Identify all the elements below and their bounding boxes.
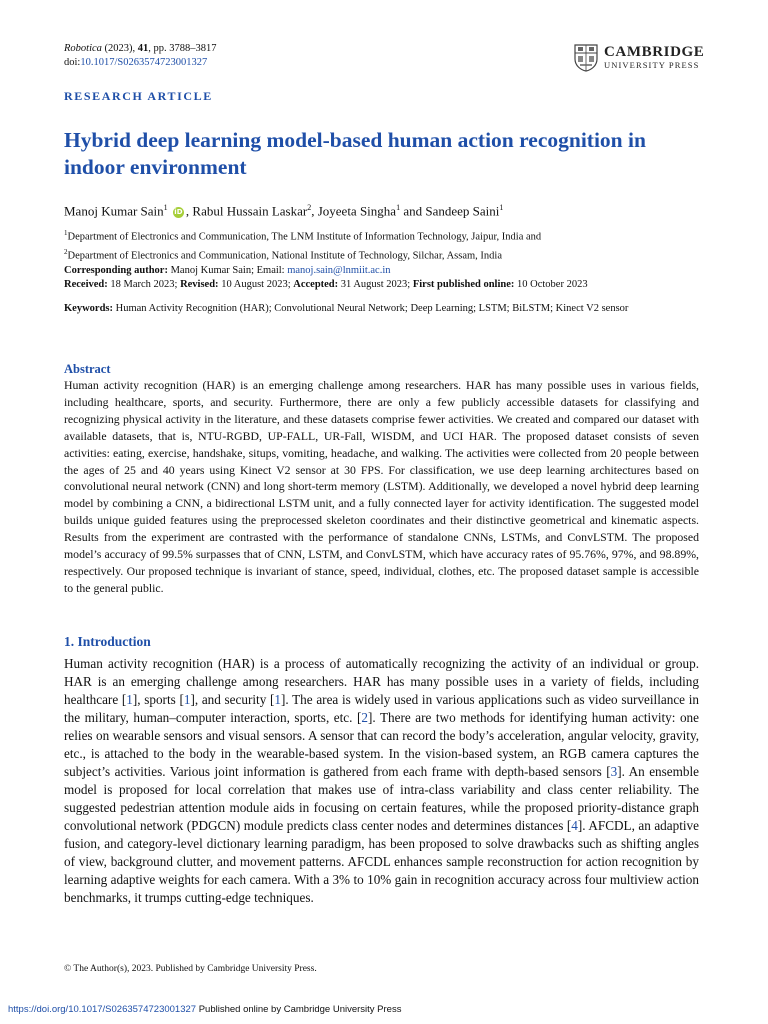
citation-link[interactable]: 3 — [610, 764, 618, 779]
introduction-paragraph — [64, 655, 699, 907]
journal-year: (2023), — [101, 43, 138, 54]
corresponding-text: Manoj Kumar Sain; Email: — [167, 265, 288, 276]
affiliation-marker: 1 — [64, 229, 68, 237]
body-text: Human activity recognition (HAR) is a process of automatically recognizing the activity of an individual or group. HAR is an emerging challenge among researchers. HAR has many possible uses in a variety of fields, including healthcare [ — [64, 656, 699, 707]
email-link[interactable]: manoj.sain@lnmiit.ac.in — [287, 265, 391, 276]
body-text: ], and security [ — [190, 692, 275, 707]
corresponding-label: Corresponding author: — [64, 265, 168, 276]
copyright-notice: © The Author(s), 2023. Published by Cambridge University Press. — [64, 964, 317, 974]
body-text: ]. An ensemble model is proposed for local correlation that makes use of intra-class variability and class center reliability. The suggested pedestrian attention module aids in focusing on certain features, while the proposed priority-distance graph convolutional network (PDGCN) module predicts class center nodes and determines distances [ — [64, 764, 699, 833]
accepted-label: Accepted: — [293, 279, 339, 290]
section-heading-introduction: 1. Introduction — [64, 634, 151, 649]
journal-citation — [64, 42, 217, 70]
author-list — [64, 199, 503, 220]
citation-link[interactable]: 1 — [274, 692, 281, 707]
citation-link[interactable]: 4 — [571, 818, 578, 833]
keywords-text: Human Activity Recognition (HAR); Convolutional Neural Network; Deep Learning; LSTM; BiLSTM; Kinect V2 sensor — [113, 303, 629, 314]
journal-pages: , pp. 3788–3817 — [148, 43, 217, 54]
affiliation-marker: 1 — [499, 203, 504, 212]
body-text: ]. AFCDL, an adaptive fusion, and category-level dictionary learning paradigm, has been proposed to solve drawbacks such as shifting angles of view, background clutter, and movement patterns. AFCDL enhances sample reconstruction for action recognition by learning adaptive weights for each camera. With a 3% to 10% gain in recognition accuracy across four multiview action benchmarks, it trumps cutting-edge techniques. — [64, 818, 699, 905]
accepted-date: 31 August 2023; — [338, 279, 413, 290]
author-name: , Joyeeta Singha — [311, 203, 397, 219]
revised-date: 10 August 2023; — [218, 279, 294, 290]
affiliation-marker: 2 — [307, 203, 312, 212]
doi-prefix: doi: — [64, 57, 81, 68]
author-name: , Rabul Hussain Laskar — [185, 203, 308, 219]
article-type: RESEARCH ARTICLE — [64, 89, 213, 103]
citation-link[interactable]: 1 — [126, 692, 133, 707]
orcid-icon[interactable]: iD — [174, 208, 183, 217]
doi-link[interactable]: 10.1017/S0263574723001327 — [80, 57, 208, 68]
affiliations — [64, 226, 541, 279]
journal-name: Robotica — [64, 43, 102, 54]
received-date: 18 March 2023; — [107, 279, 181, 290]
journal-volume: 41 — [137, 43, 149, 54]
citation-link[interactable]: 2 — [361, 710, 368, 725]
page-footer — [8, 1004, 401, 1015]
publisher-name: CAMBRIDGE — [604, 44, 705, 60]
affiliation-1 — [64, 226, 541, 245]
body-text: ]. The area is widely used in various applications such as video surveillance in the military, human–computer interaction, sports, etc. [ — [64, 692, 699, 725]
affiliation-text: Department of Electronics and Communication, The LNM Institute of Information Technology, Jaipur, India and — [67, 231, 542, 243]
publisher-subname: UNIVERSITY PRESS — [604, 60, 700, 70]
keywords-label: Keywords: — [64, 303, 113, 314]
citation-link[interactable]: 1 — [183, 692, 191, 707]
affiliation-text: Department of Electronics and Communication, National Institute of Technology, Silchar, Assam, India — [67, 250, 502, 262]
publisher-logo — [574, 44, 704, 72]
abstract-heading: Abstract — [64, 362, 111, 376]
affiliation-marker: 1 — [396, 203, 401, 212]
body-text: ], sports [ — [132, 692, 184, 707]
affiliation-2 — [64, 245, 541, 264]
author-name: and Sandeep Saini — [400, 203, 500, 219]
published-label: First published online: — [412, 279, 515, 290]
footer-text: Published online by Cambridge University Press — [196, 1004, 402, 1015]
affiliation-marker: 1 — [163, 203, 168, 212]
cambridge-shield-icon — [574, 44, 598, 72]
article-title: Hybrid deep learning model-based human action recognition in indoor environment — [64, 128, 646, 179]
affiliation-marker: 2 — [64, 248, 68, 256]
keywords — [64, 302, 704, 316]
published-date: 10 October 2023 — [514, 279, 588, 290]
abstract-text: Human activity recognition (HAR) is an emerging challenge among researchers. HAR has many possible uses in various fields, including healthcare, sports, and security. Furthermore, there are only a few publicly accessible datasets for classifying and recognizing physical activity in the literature, and these datasets comprise fewer activities. We created and compared our dataset with available datasets, that is, NTU-RGBD, UP-FALL, UR-Fall, WISDM, and UCI HAR. The proposed dataset consists of seven activities: eating, exercise, handshake, situps, vomiting, headache, and walking. The activities were collected from 20 people between the ages of 25 and 40 years using Kinect V2 sensor at 30 FPS. For classification, we use deep learning architectures based on convolutional neural network (CNN) and long short-term memory (LSTM). Additionally, we developed a novel hybrid deep learning model by combining a CNN, a bidirectional LSTM unit, and a fully connected layer for activity identification. The suggested model builds unique guided features using the preprocessed skeleton coordinates and their distinctive geometrical and kinematic aspects. Results from the experiment are contrasted with the performance of standalone CNNs, LSTMs, and ConvLSTM. The proposed model’s accuracy of 99.5% surpasses that of CNN, LSTM, and ConvLSTM, which have accuracy rates of 95.76%, 97%, and 98.89%, respectively. Our proposed technique is invariant of stance, speed, individual, clothes, etc. The proposed dataset sample is accessible to the general public. — [64, 378, 699, 595]
received-label: Received: — [64, 279, 108, 290]
publication-dates — [64, 278, 588, 292]
author-name: Manoj Kumar Sain — [64, 203, 164, 219]
revised-label: Revised: — [180, 279, 219, 290]
corresponding-author — [64, 264, 541, 279]
body-text: ]. There are two methods for identifying human activity: one relies on wearable sensors and visual sensors. A sensor that can record the body’s acceleration, angular velocity, gravity, etc., is attached to the body in the wearable-based system. In the vision-based system, an RGB camera captures the subject’s activities. Various joint information is gathered from each frame with depth-based sensors [ — [64, 710, 699, 779]
footer-doi-link[interactable]: https://doi.org/10.1017/S0263574723001327 — [8, 1004, 197, 1015]
